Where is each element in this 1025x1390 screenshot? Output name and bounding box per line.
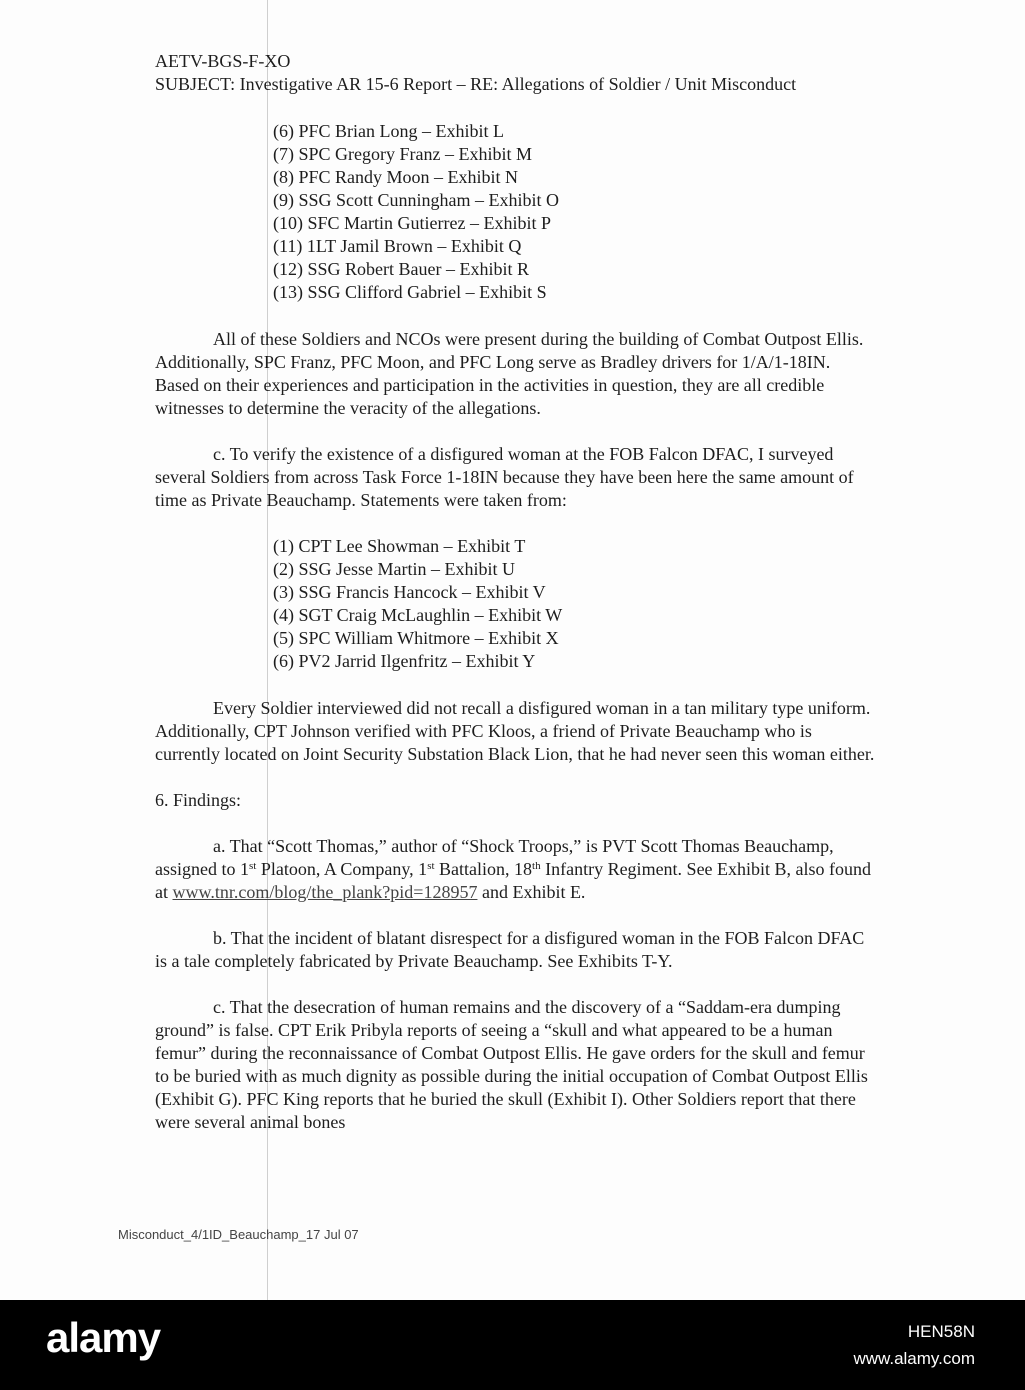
blog-link[interactable]: www.tnr.com/blog/the_plank?pid=128957 <box>172 882 478 902</box>
stock-image-info <box>853 1318 975 1372</box>
superscript: st <box>249 860 257 872</box>
list-item: (2) SSG Jesse Martin – Exhibit U <box>273 559 515 579</box>
list-item: (6) PFC Brian Long – Exhibit L <box>273 121 504 141</box>
alamy-logo: alamy <box>46 1314 161 1361</box>
list-item: (13) SSG Clifford Gabriel – Exhibit S <box>273 282 547 302</box>
finding-a-text: and Exhibit E. <box>477 882 586 902</box>
list-item: (4) SGT Craig McLaughlin – Exhibit W <box>273 605 563 625</box>
list-item: (12) SSG Robert Bauer – Exhibit R <box>273 259 529 279</box>
office-symbol: AETV-BGS-F-XO <box>155 51 291 71</box>
image-id: HEN58N <box>907 1322 975 1341</box>
list-item: (8) PFC Randy Moon – Exhibit N <box>273 167 519 187</box>
finding-a-text: a. That “Scott Thomas,” author of “Shock Troops,” is PVT Scott Thomas Beauchamp, assigned to 1 <box>155 836 834 879</box>
list-item: (1) CPT Lee Showman – Exhibit T <box>273 536 526 556</box>
list-item: (5) SPC William Whitmore – Exhibit X <box>273 628 559 648</box>
list-item: (7) SPC Gregory Franz – Exhibit M <box>273 144 532 164</box>
finding-c: c. That the desecration of human remains and the discovery of a “Saddam-era dumping ground” is false. CPT Erik Pribyla reports of seeing a “skull and what appeared to be a human femur” during the reconnaissance of Combat Outpost Ellis. He gave orders for the skull and femur to be buried with as much dignity as possible during the initial occupation of Combat Outpost Ellis (Exhibit G). PFC King reports that he buried the skull (Exhibit I). Other Soldiers report that there were several animal bones <box>155 997 868 1132</box>
superscript: th <box>532 860 541 872</box>
site-url: www.alamy.com <box>853 1349 975 1368</box>
superscript: st <box>427 860 435 872</box>
paragraph-c: c. To verify the existence of a disfigured woman at the FOB Falcon DFAC, I surveyed several Soldiers from across Task Force 1-18IN because they have been here the same amount of time as Private Beauchamp. Statements were taken from: <box>155 444 854 510</box>
list-item: (10) SFC Martin Gutierrez – Exhibit P <box>273 213 551 233</box>
document-body <box>155 50 875 1157</box>
paragraph-disfigured-woman: Every Soldier interviewed did not recall a disfigured woman in a tan military type uniform. Additionally, CPT Johnson verified with PFC Kloos, a friend of Private Beauchamp who is currently located on Joint Security Substation Black Lion, that he had never seen this woman either. <box>155 698 875 764</box>
finding-a <box>155 835 875 904</box>
subject-line: SUBJECT: Investigative AR 15-6 Report – RE: Allegations of Soldier / Unit Misconduct <box>155 74 797 94</box>
witness-list-2 <box>273 535 875 673</box>
document-footer: Misconduct_4/1ID_Beauchamp_17 Jul 07 <box>118 1227 359 1242</box>
list-item: (6) PV2 Jarrid Ilgenfritz – Exhibit Y <box>273 651 536 671</box>
paragraph-witnesses: All of these Soldiers and NCOs were present during the building of Combat Outpost Ellis. Additionally, SPC Franz, PFC Moon, and PFC Long serve as Bradley drivers for 1/A/1-18IN. Based on their experiences and participation in the activities in question, they are all credible witnesses to determine the veracity of the allegations. <box>155 329 864 418</box>
list-item: (11) 1LT Jamil Brown – Exhibit Q <box>273 236 522 256</box>
finding-a-text: Platoon, A Company, 1 <box>256 859 428 879</box>
list-item: (9) SSG Scott Cunningham – Exhibit O <box>273 190 560 210</box>
witness-list-1 <box>273 120 875 304</box>
finding-a-text: Battalion, 18 <box>434 859 533 879</box>
findings-heading: 6. Findings: <box>155 790 242 810</box>
document-header <box>155 50 875 96</box>
finding-a-text: Infantry Regiment. See Exhibit B, also found at <box>155 859 872 902</box>
list-item: (3) SSG Francis Hancock – Exhibit V <box>273 582 546 602</box>
finding-b: b. That the incident of blatant disrespect for a disfigured woman in the FOB Falcon DFAC is a tale completely fabricated by Private Beauchamp. See Exhibits T-Y. <box>155 928 865 971</box>
